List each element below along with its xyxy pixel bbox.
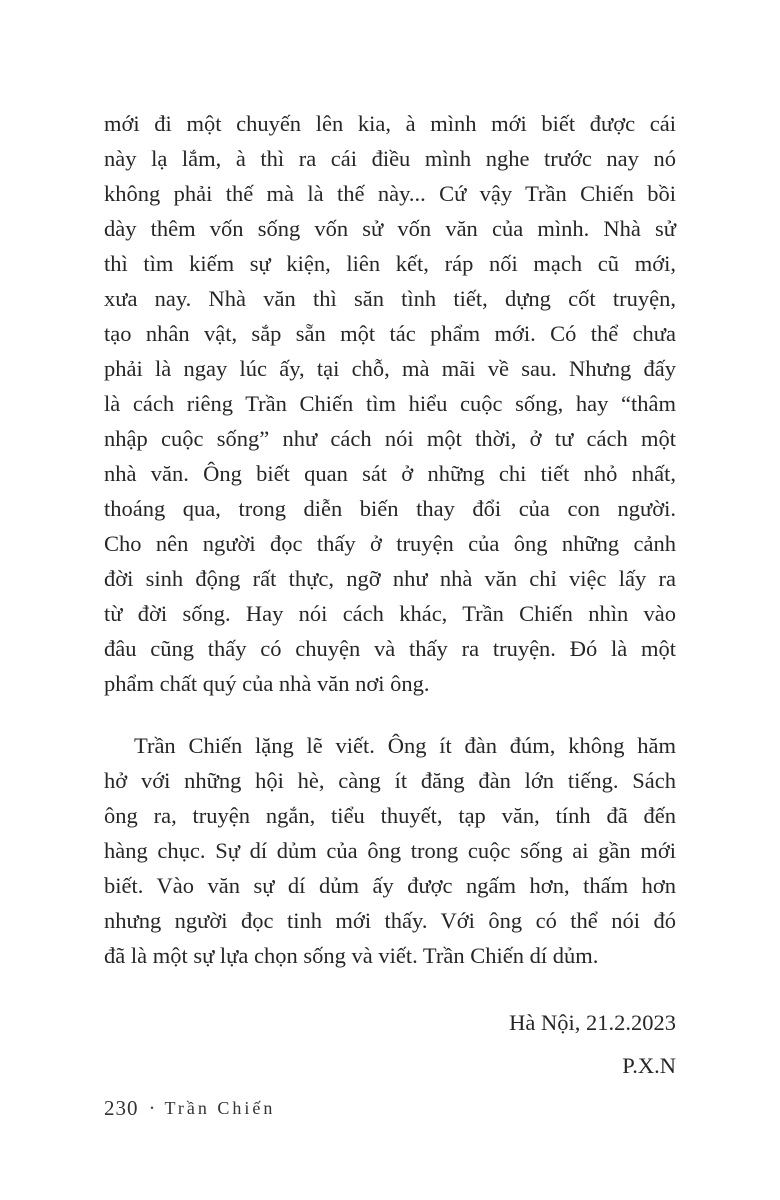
paragraph-1 [104,106,676,701]
text-line: từ đời sống. Hay nói cách khác, Trần Chiến nhìn vào [104,601,676,626]
page-footer [104,1096,275,1121]
text-line: xưa nay. Nhà văn thì săn tình tiết, dựng cốt truyện, [104,286,676,311]
text-line: mới đi một chuyến lên kia, à mình mới biết được cái [104,111,676,136]
text-line: thoáng qua, trong diễn biến thay đổi của con người. [104,496,676,521]
page-number: 230 [104,1096,139,1120]
text-line: ông ra, truyện ngắn, tiểu thuyết, tạp văn, tính đã đến [104,803,676,828]
paragraph-2 [104,728,676,973]
text-line: là cách riêng Trần Chiến tìm hiểu cuộc sống, hay “thâm [104,391,676,416]
text-line: đã là một sự lựa chọn sống và viết. Trần Chiến dí dủm. [104,943,599,968]
text-line: Trần Chiến lặng lẽ viết. Ông ít đàn đúm, không hăm [134,733,676,758]
text-line: nhập cuộc sống” như cách nói một thời, ở tư cách một [104,426,676,451]
text-line: đời sinh động rất thực, ngỡ như nhà văn chỉ việc lấy ra [104,566,676,591]
text-line: phẩm chất quý của nhà văn nơi ông. [104,671,430,696]
text-line: đâu cũng thấy có chuyện và thấy ra truyện. Đó là một [104,636,676,661]
text-line: biết. Vào văn sự dí dủm ấy được ngấm hơn, thấm hơn [104,873,676,898]
text-line: thì tìm kiếm sự kiện, liên kết, ráp nối mạch cũ mới, [104,251,676,276]
text-line: Cho nên người đọc thấy ở truyện của ông những cảnh [104,531,676,556]
text-line: tạo nhân vật, sắp sẵn một tác phẩm mới. Có thể chưa [104,321,676,346]
text-line: hở với những hội hè, càng ít đăng đàn lớn tiếng. Sách [104,768,676,793]
signature-block [104,1001,676,1087]
text-block [104,0,676,1087]
text-line: phải là ngay lúc ấy, tại chỗ, mà mãi về sau. Nhưng đấy [104,356,676,381]
running-title: Trần Chiến [164,1098,276,1118]
signature-initials: P.X.N [622,1053,676,1078]
text-line: hàng chục. Sự dí dủm của ông trong cuộc sống ai gần mới [104,838,676,863]
separator-dot: · [148,1096,156,1120]
text-line: dày thêm vốn sống vốn sử vốn văn của mình. Nhà sử [104,216,676,241]
text-line: nhưng người đọc tinh mới thấy. Với ông có thể nói đó [104,908,676,933]
text-line: này lạ lắm, à thì ra cái điều mình nghe trước nay nó [104,146,676,171]
signature-place-date: Hà Nội, 21.2.2023 [509,1010,676,1035]
text-line: nhà văn. Ông biết quan sát ở những chi tiết nhỏ nhất, [104,461,676,486]
text-line: không phải thế mà là thế này... Cứ vậy Trần Chiến bồi [104,181,676,206]
